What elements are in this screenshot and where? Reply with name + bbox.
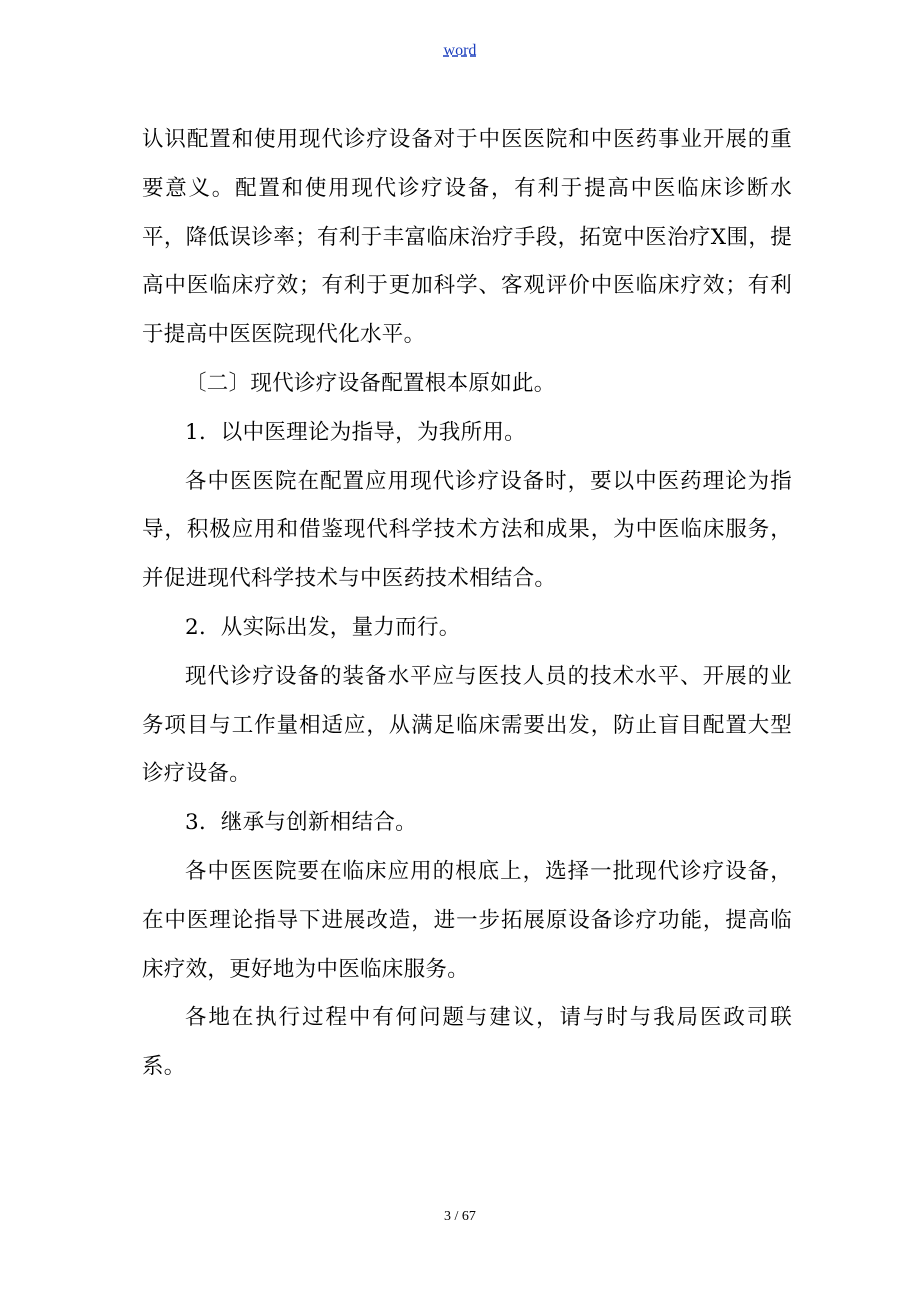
paragraph-9: 各地在执行过程中有何问题与建议，请与时与我局医政司联系。 xyxy=(142,1005,792,1080)
paragraph-2: 〔二〕现代诊疗设备配置根本原如此。 xyxy=(185,370,556,396)
header-word-link[interactable]: word xyxy=(443,42,477,59)
paragraph-8: 各中医医院要在临床应用的根底上，选择一批现代诊疗设备，在中医理论指导下进展改造，进一步拓展原设备诊疗功能，提高临床疗效，更好地为中医临床服务。 xyxy=(142,858,792,982)
document-body xyxy=(142,116,792,1092)
paragraph-1: 认识配置和使用现代诊疗设备对于中医医院和中医药事业开展的重要意义。配置和使用现代诊疗设备，有利于提高中医临床诊断水平，降低误诊率；有利于丰富临床治疗手段，拓宽中医治疗X围，提高中医临床疗效；有利于更加科学、客观评价中医临床疗效；有利于提高中医医院现代化水平。 xyxy=(142,127,792,348)
paragraph-5: 2．从实际出发，量力而行。 xyxy=(185,614,461,640)
page-footer xyxy=(0,1207,920,1227)
paragraph-4: 各中医医院在配置应用现代诊疗设备时，要以中医药理论为指导，积极应用和借鉴现代科学技术方法和成果，为中医临床服务，并促进现代科学技术与中医药技术相结合。 xyxy=(142,468,792,592)
page-number: 3 / 67 xyxy=(444,1209,476,1224)
paragraph-3: 1．以中医理论为指导，为我所用。 xyxy=(185,419,526,445)
paragraph-7: 3．继承与创新相结合。 xyxy=(185,810,417,836)
page-header xyxy=(0,40,920,62)
paragraph-6: 现代诊疗设备的装备水平应与医技人员的技术水平、开展的业务项目与工作量相适应，从满足临床需要出发，防止盲目配置大型诊疗设备。 xyxy=(142,663,792,787)
